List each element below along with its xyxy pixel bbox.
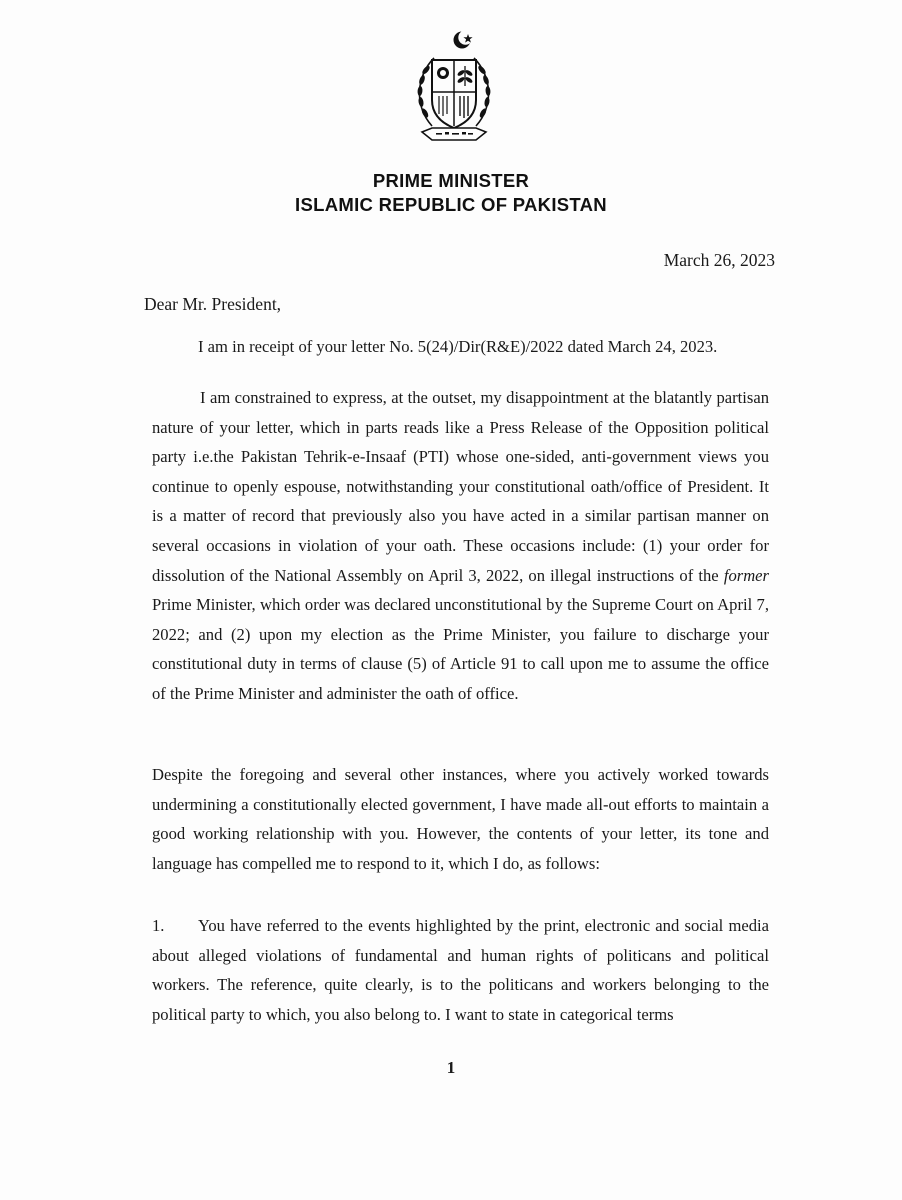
- page-number: 1: [446, 1058, 456, 1077]
- point-number: 1.: [152, 916, 165, 935]
- emphasized-word: former: [723, 565, 769, 585]
- numbered-point-1: [152, 911, 769, 1029]
- letterhead-title: PRIME MINISTER: [372, 170, 530, 191]
- letterhead-subtitle: ISLAMIC REPUBLIC OF PAKISTAN: [295, 194, 607, 215]
- receipt-paragraph: I am in receipt of your letter No. 5(24)/Dir(R&E)/2022 dated March 24, 2023.: [198, 337, 718, 356]
- opening-paragraph-part-b: Prime Minister, which order was declared unconstitutional by the Supreme Court on April 7, 2022; and (2) upon my election as the Prime Minister, you failure to discharge your constitutional duty in terms of clause (5) of Article 91 to call upon me to assume the office of the Prime Minister and administer the oath of office.: [152, 595, 769, 703]
- crescent-star-icon: [454, 30, 473, 48]
- opening-paragraph: [152, 383, 769, 709]
- second-paragraph: Despite the foregoing and several other instances, where you actively worked towards undermining a constitutionally elected government, I have made all-out efforts to maintain a good working relationship with you. However, the contents of your letter, its tone and language has compelled me to respond to it, which I do, as follows:: [152, 765, 769, 873]
- motto-scroll: [422, 128, 486, 140]
- opening-paragraph-part-a: I am constrained to express, at the outset, my disappointment at the blatantly partisan nature of your letter, which in parts reads like a Press Release of the Opposition political party i.e.the Pakistan Tehrik-e-Insaaf (PTI) whose one-sided, anti-government views you continue to openly espouse, notwithstanding your constitutional oath/office of President. It is a matter of record that previously also you have acted in a similar partisan manner on several occasions in violation of your oath. These occasions include: (1) your order for dissolution of the National Assembly on April 3, 2022, on illegal instructions of the: [152, 388, 769, 585]
- letter-date: March 26, 2023: [663, 250, 775, 270]
- shield-icon: [432, 60, 476, 128]
- salutation: Dear Mr. President,: [144, 294, 282, 314]
- state-emblem-icon: [412, 28, 496, 152]
- point-text: You have referred to the events highlighted by the print, electronic and social media about alleged violations of fundamental and human rights of politicans and political workers. The reference, quite clearly, is to the politicans and workers belonging to the political party to which, you also belong to. I want to state in categorical terms: [152, 916, 769, 1024]
